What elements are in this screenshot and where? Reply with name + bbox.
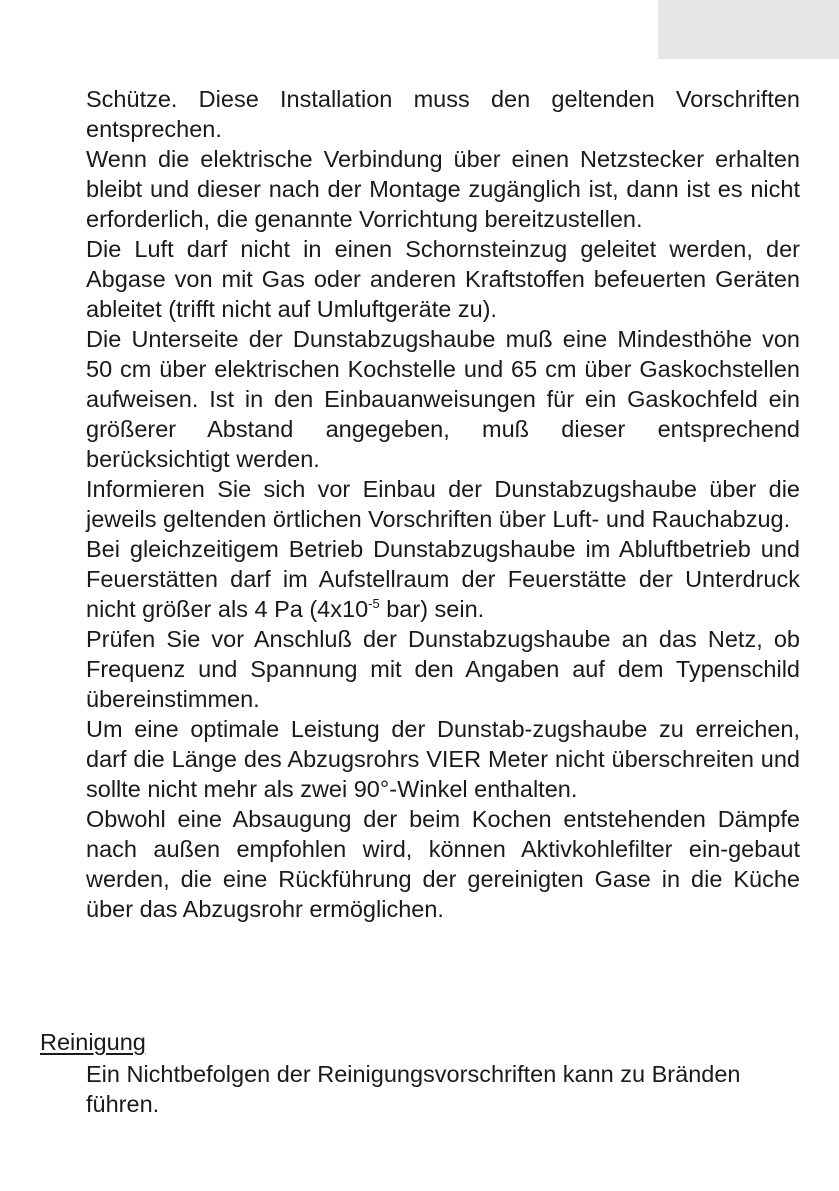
paragraph-installation-rules: Schütze. Diese Installation muss den geltenden Vorschriften entsprechen. (86, 86, 800, 142)
paragraph-duct-length: Um eine optimale Leistung der Dunstab-zugshaube zu erreichen, darf die Länge des Abzugsrohrs VIER Meter nicht überschreiten und sollte nicht mehr als zwei 90°-Winkel enthalten. (86, 716, 800, 802)
paragraph-minimum-height: Die Unterseite der Dunstabzugshaube muß eine Mindesthöhe von 50 cm über elektrischen Kochstelle und 65 cm über Gaskochstellen aufweisen. Ist in den Einbauanweisungen für ein Gaskochfeld ein größerer Abstand angegeben, muß dieser entsprechend berücksichtigt werden. (86, 326, 800, 472)
cleaning-section (86, 1059, 800, 1119)
paragraph-cleaning-warning: Ein Nichtbefolgen der Reinigungsvorschriften kann zu Bränden führen. (86, 1061, 741, 1117)
paragraph-plug-connection: Wenn die elektrische Verbindung über einen Netzstecker erhalten bleibt und dieser nach der Montage zugänglich ist, dann ist es nicht erforderlich, die genannte Vorrichtung bereitzustellen. (86, 146, 800, 232)
paragraph-frequency-voltage: Prüfen Sie vor Anschluß der Dunstabzugshaube an das Netz, ob Frequenz und Spannung mit den Angaben auf dem Typenschild übereinstimmen. (86, 626, 800, 712)
paragraph-chimney-flue: Die Luft darf nicht in einen Schornsteinzug geleitet werden, der Abgase von mit Gas oder anderen Kraftstoffen befeuerten Geräten ableitet (trifft nicht auf Umluftgeräte zu). (86, 236, 800, 322)
paragraph-negative-pressure (86, 534, 800, 624)
pressure-text-end: bar) sein. (379, 596, 485, 622)
main-text (86, 84, 800, 924)
exponent-superscript: -5 (368, 596, 380, 611)
section-heading-cleaning: Reinigung (40, 1029, 146, 1055)
page-corner-tab (658, 0, 839, 59)
paragraph-carbon-filter: Obwohl eine Absaugung der beim Kochen entstehenden Dämpfe nach außen empfohlen wird, können Aktivkohlefilter ein-gebaut werden, die eine Rückführung der gereinigten Gase in die Küche über das Abzugsrohr ermöglichen. (86, 806, 800, 922)
pressure-text: Bei gleichzeitigem Betrieb Dunstabzugshaube im Abluftbetrieb und Feuerstätten darf im Aufstellraum der Feuerstätte der Unterdruck nicht größer als 4 Pa (4x10 (86, 536, 800, 622)
paragraph-local-regulations: Informieren Sie sich vor Einbau der Dunstabzugshaube über die jeweils geltenden örtlichen Vorschriften über Luft- und Rauchabzug. (86, 476, 800, 532)
